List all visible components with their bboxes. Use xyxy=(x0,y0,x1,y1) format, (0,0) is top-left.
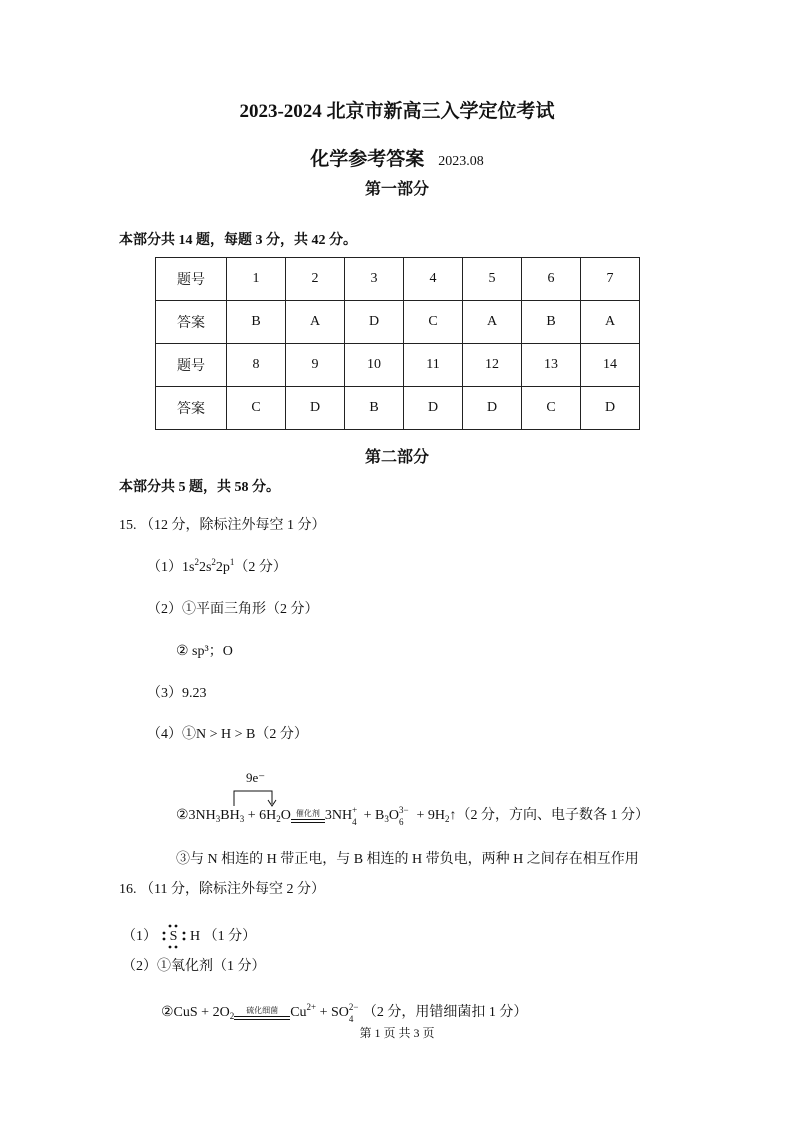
answer-cell: B xyxy=(227,301,286,344)
answer-cell: B xyxy=(522,301,581,344)
formula-text: + 6H xyxy=(244,808,277,823)
question-number: 4 xyxy=(404,258,463,301)
formula-text: O xyxy=(280,808,291,823)
reaction-condition xyxy=(291,809,325,823)
q15-answer-2-1: （2）①平面三角形（2 分） xyxy=(147,602,319,617)
answer-text: （1）1s xyxy=(147,560,195,575)
question-number: 3 xyxy=(345,258,404,301)
answer-cell: C xyxy=(522,387,581,430)
question-number: 1 xyxy=(227,258,286,301)
subtitle: 化学参考答案 xyxy=(310,149,425,170)
condition-label: 硫化细菌 xyxy=(246,1005,279,1015)
row-label: 题号 xyxy=(156,344,227,387)
table-row xyxy=(156,258,640,301)
answer-cell: C xyxy=(227,387,286,430)
subscript: 3 xyxy=(215,814,221,824)
answer-cell: C xyxy=(404,301,463,344)
formula-text: ②3NH xyxy=(176,808,216,823)
question-number: 2 xyxy=(286,258,345,301)
table-row xyxy=(156,387,640,430)
part1-note: 本部分共 14 题，每题 3 分，共 42 分。 xyxy=(119,233,357,248)
formula-text: + SO xyxy=(316,1005,349,1020)
score-note: ↑（2 分，方向、电子数各 1 分） xyxy=(449,808,649,823)
superscript: 2− xyxy=(348,1001,359,1012)
q16-answer-2-1: （2）①氧化剂（1 分） xyxy=(122,959,266,974)
question-number: 8 xyxy=(227,344,286,387)
exam-date: 2023.08 xyxy=(438,154,484,169)
part2-note: 本部分共 5 题，共 58 分。 xyxy=(119,480,280,495)
sulfur-symbol: S xyxy=(169,929,178,944)
question-number: 12 xyxy=(463,344,522,387)
q15-answer-2-2: ② sp³；O xyxy=(176,644,233,659)
formula-text: 3NH xyxy=(324,808,353,823)
equals-sign xyxy=(291,819,325,823)
charge-index xyxy=(352,804,360,827)
superscript: 2+ xyxy=(306,1002,317,1012)
answer-text: （1） xyxy=(122,929,157,944)
part2-heading: 第二部分 xyxy=(364,449,429,466)
subscript: 4 xyxy=(348,1013,354,1024)
row-label: 答案 xyxy=(156,301,227,344)
answer-cell: D xyxy=(345,301,404,344)
formula-text: O xyxy=(388,808,399,823)
superscript: 1 xyxy=(229,557,235,567)
formula-text: + B xyxy=(360,808,385,823)
q15-answer-1 xyxy=(147,556,287,576)
question-number: 7 xyxy=(581,258,640,301)
question-number: 9 xyxy=(286,344,345,387)
answer-cell: B xyxy=(345,387,404,430)
answer-cell: A xyxy=(286,301,345,344)
answer-table xyxy=(155,257,640,430)
row-label: 题号 xyxy=(156,258,227,301)
catalyst-label: 催化剂 xyxy=(295,808,320,818)
answer-cell: A xyxy=(463,301,522,344)
q15-answer-4-1: （4）①N > H > B（2 分） xyxy=(147,727,308,742)
table-row xyxy=(156,344,640,387)
lone-pair-dots xyxy=(161,923,187,951)
subscript: 6 xyxy=(398,816,404,827)
question-number: 13 xyxy=(522,344,581,387)
answer-cell: D xyxy=(286,387,345,430)
q15-answer-4-3: ③与 N 相连的 H 带正电，与 B 相连的 H 带负电，两种 H 之间存在相互作用 xyxy=(176,852,639,867)
answer-cell: D xyxy=(404,387,463,430)
formula-text: + 9H xyxy=(412,808,445,823)
answer-cell: D xyxy=(463,387,522,430)
superscript: 2 xyxy=(194,557,199,567)
formula-text: ②CuS + 2O xyxy=(161,1005,230,1020)
document-title: 2023-2024 北京市新高三入学定位考试 xyxy=(239,101,555,122)
answer-text: H （1 分） xyxy=(190,929,257,944)
question-number: 10 xyxy=(345,344,404,387)
superscript: + xyxy=(352,804,358,815)
superscript: 3− xyxy=(398,804,409,815)
charge-index xyxy=(348,1001,363,1024)
subscript: 3 xyxy=(384,814,389,824)
question-number: 6 xyxy=(522,258,581,301)
answer-text: 2p xyxy=(215,560,230,575)
electron-count: 9e⁻ xyxy=(246,770,266,785)
question-number: 5 xyxy=(463,258,522,301)
subtitle-row xyxy=(0,144,794,171)
answer-cell: A xyxy=(581,301,640,344)
table-row xyxy=(156,301,640,344)
superscript: 2 xyxy=(211,557,216,567)
part1-heading: 第一部分 xyxy=(364,181,429,198)
formula-text: BH xyxy=(220,808,240,823)
reaction-condition xyxy=(234,1006,290,1020)
question-number: 11 xyxy=(404,344,463,387)
electron-dot-formula xyxy=(161,929,187,945)
charge-index xyxy=(398,804,413,827)
q15-answer-3: （3）9.23 xyxy=(147,686,207,701)
subscript: 2 xyxy=(444,814,450,824)
answer-cell: D xyxy=(581,387,640,430)
subscript: 4 xyxy=(352,816,357,827)
q15-equation xyxy=(176,804,649,827)
formula-text: Cu xyxy=(290,1005,307,1020)
row-label: 答案 xyxy=(156,387,227,430)
subscript: 2 xyxy=(229,1011,235,1021)
question-number: 14 xyxy=(581,344,640,387)
q16-equation xyxy=(161,1001,528,1024)
q16-answer-1 xyxy=(122,925,256,945)
equals-sign xyxy=(234,1016,290,1020)
score-note: （2 分，用错细菌扣 1 分） xyxy=(362,1005,528,1020)
q16-heading: 16. （11 分，除标注外每空 2 分） xyxy=(119,882,325,897)
subscript: 3 xyxy=(239,814,245,824)
answer-text: 2s xyxy=(198,560,212,575)
score-note: （2 分） xyxy=(234,560,287,575)
q15-heading: 15. （12 分，除标注外每空 1 分） xyxy=(119,518,326,533)
page-footer: 第 1 页 共 3 页 xyxy=(359,1026,435,1040)
subscript: 2 xyxy=(276,814,281,824)
